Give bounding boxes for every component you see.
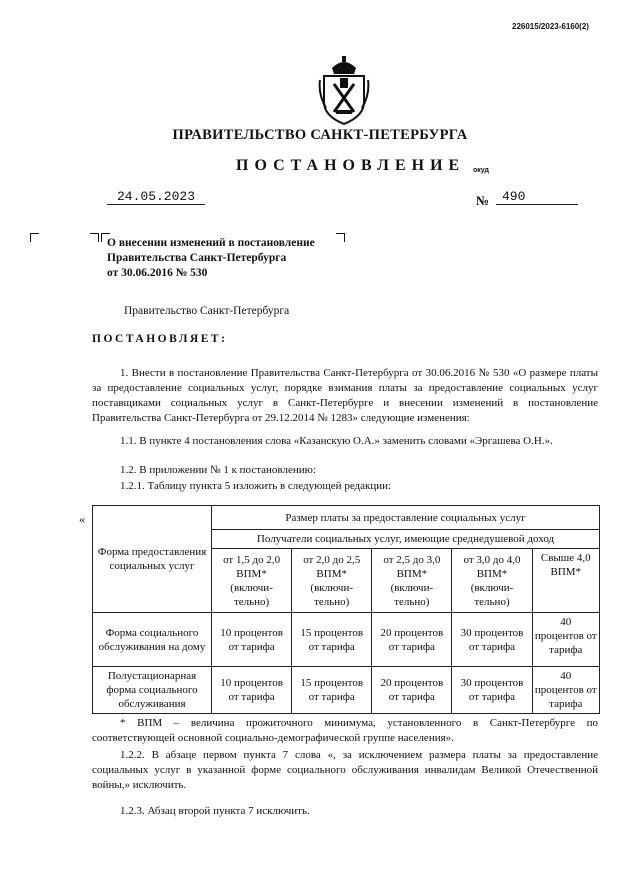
- resolves-heading: ПОСТАНОВЛЯЕТ:: [92, 333, 228, 345]
- income-col-3: от 2,5 до 3,0 ВПМ* (включи-тельно): [372, 549, 452, 613]
- paragraph-1-2-3: 1.2.3. Абзац второй пункта 7 исключить.: [120, 805, 310, 817]
- payment-header: Размер платы за предоставление социальных услуг: [212, 506, 600, 530]
- table-cell: 40 процентов от тарифа: [532, 667, 599, 714]
- payment-table: [92, 505, 600, 714]
- coat-of-arms-emblem: [318, 54, 370, 126]
- income-col-2: от 2,0 до 2,5 ВПМ* (включи-тельно): [292, 549, 372, 613]
- paragraph-1-2: 1.2. В приложении № 1 к постановлению:: [120, 464, 316, 476]
- form-header: Форма предоставления социальных услуг: [93, 506, 212, 613]
- paragraph-1-2-1: 1.2.1. Таблицу пункта 5 изложить в следующей редакции:: [120, 480, 392, 492]
- decree-number: 490: [496, 189, 578, 205]
- table-cell: 40 процентов от тарифа: [532, 613, 599, 667]
- okud-label: окуд: [473, 167, 489, 174]
- corner-mark-subject: [90, 233, 99, 242]
- paragraph-1: 1. Внести в постановление Правительства Санкт-Петербурга от 30.06.2016 № 530 «О размере платы за предоставление социальных услуг, порядке взимания платы за предоставление социальных услуг поставщиками социальных услуг в Санкт-Петербурге и внесении изменений в постановление Правительства Санкт-Петербурга от 29.12.2014 № 1283» следующие изменения:: [92, 367, 598, 424]
- income-col-5: Свыше 4,0 ВПМ*: [532, 549, 599, 613]
- income-col-4: от 3,0 до 4,0 ВПМ* (включи-тельно): [452, 549, 532, 613]
- footnote: * ВПМ – величина прожиточного минимума, установленного в Санкт-Петербурге по соответствующей основной социально-демографической группе населения».: [92, 717, 598, 744]
- decree-title: ПОСТАНОВЛЕНИЕ: [236, 157, 466, 174]
- government-line: Правительство Санкт-Петербурга: [124, 305, 290, 317]
- row-form: Полустационарная форма социального обслуживания: [93, 667, 212, 714]
- decree-date: 24.05.2023: [107, 189, 205, 205]
- income-col-1: от 1,5 до 2,0 ВПМ* (включи-тельно): [212, 549, 292, 613]
- government-title: ПРАВИТЕЛЬСТВО САНКТ-ПЕТЕРБУРГА: [172, 127, 468, 143]
- opening-quote: «: [79, 512, 85, 526]
- paragraph-1-1: 1.1. В пункте 4 постановления слова «Казанскую О.А.» заменить словами «Эргашева О.Н.».: [120, 435, 553, 447]
- recipients-header: Получатели социальных услуг, имеющие среднедушевой доход: [212, 530, 600, 549]
- table-row: [93, 667, 600, 714]
- table-cell: 15 процентов от тарифа: [292, 613, 372, 667]
- paragraph-1-2-2: 1.2.2. В абзаце первом пункта 7 слова «, за исключением размера платы за предоставление социальных услуг в указанной форме социального обслуживания инвалидам Великой Отечественной войны,» исключить.: [92, 749, 598, 791]
- table-cell: 15 процентов от тарифа: [292, 667, 372, 714]
- corner-mark-left: [30, 233, 39, 242]
- table-cell: 30 процентов от тарифа: [452, 667, 532, 714]
- table-cell: 10 процентов от тарифа: [212, 667, 292, 714]
- table-cell: 20 процентов от тарифа: [372, 667, 452, 714]
- document-id: 226015/2023-6160(2): [512, 22, 589, 31]
- table-row: [93, 613, 600, 667]
- decree-subject: [107, 236, 357, 281]
- subject-line-1: О внесении изменений в постановление: [107, 237, 315, 249]
- table-cell: 30 процентов от тарифа: [452, 613, 532, 667]
- subject-line-2: Правительства Санкт-Петербурга: [107, 252, 287, 264]
- table-cell: 20 процентов от тарифа: [372, 613, 452, 667]
- number-sign: №: [476, 193, 490, 208]
- row-form: Форма социального обслуживания на дому: [93, 613, 212, 667]
- table-cell: 10 процентов от тарифа: [212, 613, 292, 667]
- subject-line-3: от 30.06.2016 № 530: [107, 267, 208, 279]
